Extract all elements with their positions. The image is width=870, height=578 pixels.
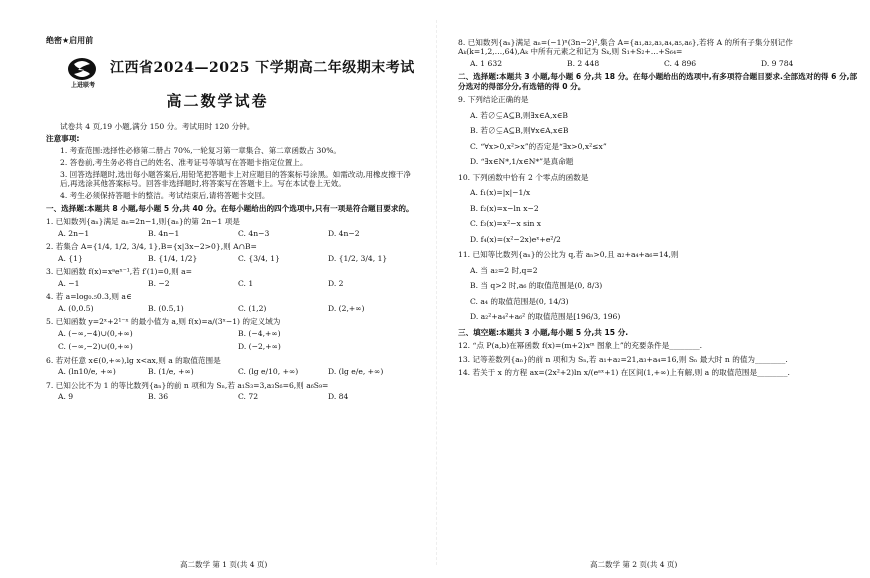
notes-title: 注意事项: (46, 133, 80, 143)
question-5 (46, 317, 418, 351)
option: D. (−2,+∞) (238, 342, 281, 352)
exam-title: 江西省2024—2025 下学期高二年级期末考试 (110, 60, 415, 76)
question-2 (46, 242, 418, 263)
question-stem: 7. 已知公比不为 1 的等比数列{aₙ}的前 n 项和为 Sₙ,若 a₁S₃=3,a₃S₆=6,则 a₆S₉= (46, 380, 329, 390)
option: C. (lg e/10, +∞) (238, 367, 299, 377)
note-item: 3. 回答选择题时,选出每小题答案后,用铅笔把答题卡上对应题目的答案标号涂黑。如需改动,用橡皮擦干净后,再选涂其他答案标号。回答非选择题时,将答案写在答题卡上。写在本试卷上无效。 (60, 169, 412, 189)
question-stem: 5. 已知函数 y=2ˣ+2¹⁻ˣ 的最小值为 a,则 f(x)=a/(3ˣ−1) 的定义域为 (46, 317, 281, 327)
question-7 (46, 381, 418, 402)
question-12: 12. “点 P(a,b)在幂函数 f(x)=(m+2)xᵐ 图象上”的充要条件是________. (458, 341, 703, 351)
logo-caption: 上进联考 (70, 82, 95, 89)
note-item: 4. 考生必须保持答题卡的整洁。考试结束后,请将答题卡交回。 (60, 191, 270, 201)
option: C. (1,2) (238, 303, 267, 313)
option: B. 36 (148, 392, 169, 402)
right-column (458, 34, 858, 380)
question-stem: 4. 若 a=log₀.₅0.3,则 a∈ (46, 292, 132, 302)
question-6 (46, 356, 418, 377)
question-10 (458, 173, 858, 244)
option: D. 4n−2 (328, 228, 360, 238)
option: B. (−4,+∞) (238, 328, 281, 338)
option: A. 9 (58, 392, 74, 402)
question-stem: 1. 已知数列{aₙ}满足 aₙ=2n−1,则{aₙ}的第 2n−1 项是 (46, 217, 240, 227)
option: A. (0,0.5) (58, 303, 94, 313)
option: B. 2 448 (567, 58, 600, 68)
option: C. 1 (238, 278, 254, 288)
option: C. “∀x>0,x²>x”的否定是“∃x>0,x²≤x” (470, 141, 607, 151)
option: C. (−∞,−2)∪(0,+∞) (58, 342, 133, 352)
column-divider (436, 20, 437, 565)
question-3 (46, 267, 418, 288)
option: C. {3/4, 1} (238, 253, 280, 263)
option: C. f₃(x)=x²−x sin x (470, 219, 542, 229)
option: A. 当 a₂=2 时,q=2 (470, 265, 538, 275)
question-14: 14. 若关于 x 的方程 ax=(2x²+2)ln x/(eᵃˣ+1) 在区间(1,+∞)上有解,则 a 的取值范围是________. (458, 368, 790, 378)
question-4 (46, 292, 418, 313)
left-column (46, 122, 418, 406)
question-stem: 6. 若对任意 x∈(0,+∞),lg x<ax,则 a 的取值范围是 (46, 355, 221, 365)
option: D. “∃x∈N*,1/x∈N*”是真命题 (470, 157, 574, 167)
question-stem: 8. 已知数列{aₙ}满足 aₙ=(−1)ⁿ(3n−2)²,集合 A={a₁,a₂,a₃,a₄,a₅,a₆},若将 A 的所有子集分别记作 Aₖ(k=1,2,…,64),Aₖ 中所有元素之和记为 Sₖ,则 S₁+S₂+…+S₆₄= (458, 38, 793, 57)
option: B. 4n−1 (148, 228, 180, 238)
option: B. 若∅⊊A⊆B,则∀x∈A,x∈B (470, 126, 569, 136)
option: B. f₂(x)=x−ln x−2 (470, 203, 539, 213)
question-stem: 3. 已知函数 f(x)=xᵃeˣ⁻¹,若 f′(1)=0,则 a= (46, 267, 193, 277)
question-1 (46, 217, 418, 238)
option: B. {1/4, 1/2} (148, 253, 198, 263)
option: A. 若∅⊊A⊆B,则∃x∈A,x∈B (470, 110, 568, 120)
option: A. (−∞,−4)∪(0,+∞) (58, 328, 133, 338)
question-9 (458, 95, 858, 166)
option: D. 9 784 (761, 58, 794, 68)
subject-title: 高二数学试卷 (166, 92, 269, 110)
question-stem: 11. 已知等比数列{aₙ}的公比为 q,若 aₙ>0,且 a₂+a₄+a₆=14,则 (458, 250, 679, 260)
option: D. 84 (328, 392, 349, 402)
option: A. {1} (58, 253, 83, 263)
option: B. −2 (148, 278, 170, 288)
option: D. (2,+∞) (328, 303, 365, 313)
question-11 (458, 250, 858, 321)
option: A. 1 632 (470, 58, 503, 68)
footer-page-1: 高二数学 第 1 页(共 4 页) (180, 560, 268, 569)
note-item: 1. 考查范围:选择性必修第二册占 70%,一轮复习第一章集合、第二章函数占 30%。 (60, 145, 342, 155)
option: A. (ln10/e, +∞) (58, 367, 116, 377)
option: A. 2n−1 (58, 228, 90, 238)
footer-page-2: 高二数学 第 2 页(共 4 页) (590, 560, 678, 569)
option: C. 4 896 (664, 58, 697, 68)
note-item: 2. 答卷前,考生务必将自己的姓名、准考证号等填写在答题卡指定位置上。 (60, 157, 308, 167)
option: D. 2 (328, 278, 344, 288)
section-1-heading: 一、选择题:本题共 8 小题,每小题 5 分,共 40 分。在每小题给出的四个选项中,只有一项是符合题目要求的。 (46, 203, 414, 213)
question-stem: 9. 下列结论正确的是 (458, 95, 529, 105)
section-3-heading: 三、填空题:本题共 3 小题,每小题 5 分,共 15 分. (458, 327, 629, 337)
option: C. 72 (238, 392, 259, 402)
option: C. 4n−3 (238, 228, 270, 238)
option: A. −1 (58, 278, 80, 288)
option: D. (lg e/e, +∞) (328, 367, 384, 377)
secret-label: 绝密★启用前 (46, 36, 94, 45)
question-stem: 10. 下列函数中恰有 2 个零点的函数是 (458, 172, 589, 182)
question-8 (458, 38, 858, 68)
option: C. a₄ 的取值范围是(0, 14/3) (470, 296, 569, 306)
intro-text: 试卷共 4 页,19 小题,满分 150 分。考试用时 120 分钟。 (60, 122, 255, 131)
option: B. 当 q>2 时,a₆ 的取值范围是(0, 8/3) (470, 281, 603, 291)
option: D. {1/2, 3/4, 1} (328, 253, 388, 263)
section-2-heading: 二、选择题:本题共 3 小题,每小题 6 分,共 18 分。在每小题给出的选项中,有多项符合题目要求.全部选对的得 6 分,部分选对的得部分分,有选错的得 0 分。 (458, 72, 858, 91)
option: B. (1/e, +∞) (148, 367, 194, 377)
question-13: 13. 记等差数列{aₙ}的前 n 项和为 Sₙ,若 a₁+a₂=21,a₃+a₄=16,则 Sₙ 最大时 n 的值为________. (458, 354, 788, 364)
question-stem: 2. 若集合 A={1/4, 1/2, 3/4, 1},B={x|3x−2>0},则 A∩B= (46, 242, 257, 252)
option: A. f₁(x)=|x|−1/x (470, 188, 531, 198)
option: B. (0.5,1) (148, 303, 184, 313)
option: D. a₂²+a₄²+a₆² 的取值范围是[196/3, 196) (470, 312, 621, 322)
option: D. f₄(x)=(x²−2x)eˣ+e²/2 (470, 234, 561, 244)
